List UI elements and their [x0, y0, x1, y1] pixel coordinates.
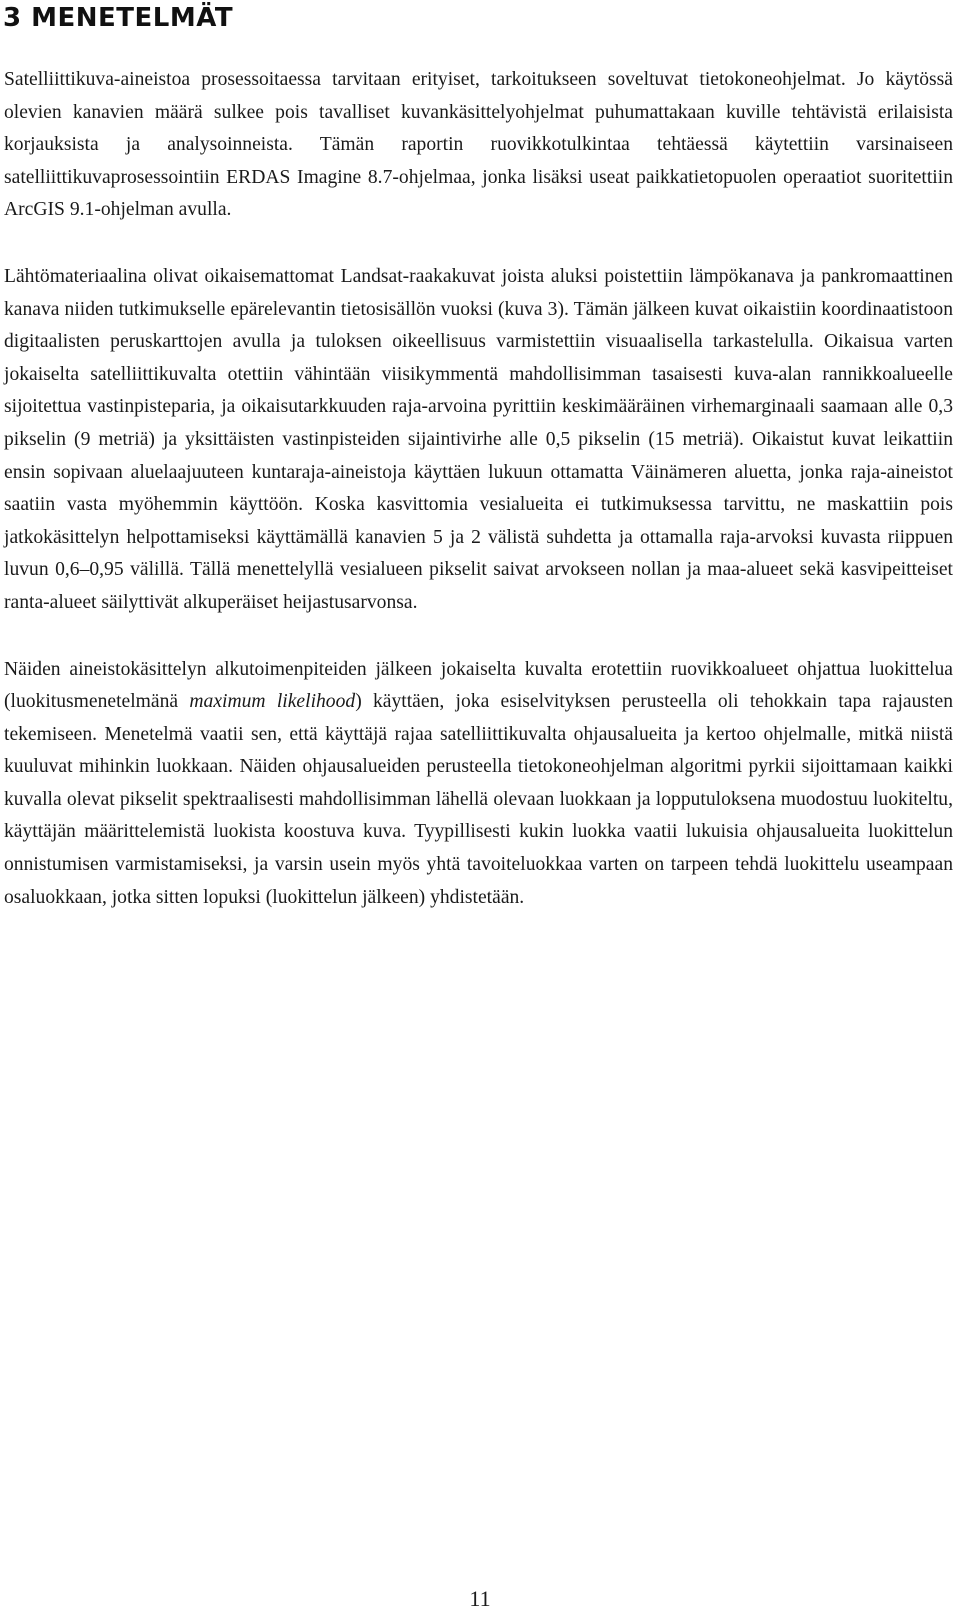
paragraph-classification-start: Näiden aineistokäsittelyn alkutoimenpiteiden jälkeen jokaiselta kuvalta erotettiin ruovikkoalueet ohjattua luokittelua (luokitusmenetelmänä	[4, 658, 953, 713]
paragraph-preprocessing: Lähtömateriaalina olivat oikaisemattomat Landsat-raakakuvat joista aluksi poistettiin lämpökanava ja pankromaattinen kanava niiden tutkimukselle epärelevantin tietosisällön vuoksi (kuva 3). Tämän jälkeen kuvat oikaistiin koordinaatistoon digitaalisten peruskarttojen avulla ja tuloksen oikeellisuus varmistettiin visuaalisella tarkastelulla. Oikaisua varten jokaiselta satelliittikuvalta otettiin vähintään viisikymmentä mahdollisimman tasaisesti kuva-alan rannikkoalueelle sijoitettua vastinpisteparia, ja oikaisutarkkuuden raja-arvoina pyrittiin keskimääräinen virhemarginaali saamaan alle 0,3 pikselin (9 metriä) ja yksittäisten vastinpisteiden sijaintivirhe alle 0,5 pikselin (15 metriä). Oikaistut kuvat leikattiin ensin sopivaan aluelaajuuteen kuntaraja-aineistoja käyttäen lukuun ottamatta Väinämeren aluetta, jonka raja-aineistot saatiin vasta myöhemmin käyttöön. Koska kasvittomia vesialueita ei tutkimuksessa tarvittu, ne maskattiin pois jatkokäsittelyn helpottamiseksi käyttämällä kanavien 5 ja 2 välistä suhdetta ja ottamalla raja-arvoksi kuvasta riippuen luvun 0,6–0,95 välillä. Tällä menettelyllä vesialueen pikselit saivat arvokseen nollan ja maa-alueet sekä kasvipeitteiset ranta-alueet säilyttivät alkuperäiset heijastusarvonsa.	[4, 265, 953, 613]
section-heading: 3 MENETELMÄT	[3, 3, 234, 33]
method-name-italic: maximum likelihood	[189, 691, 356, 713]
paragraph-classification-end: ) käyttäen, joka esiselvityksen perusteella oli tehokkain tapa rajausten tekemiseen. Menetelmä vaatii sen, että käyttäjä rajaa satelliittikuvalta ohjausalueita ja kertoo ohjelmalle, mitkä niistä kuuluvat mihinkin luokkaan. Näiden ohjausalueiden perusteella tietokoneohjelman algoritmi pyrkii sijoittamaan kaikki kuvalla olevat pikselit spektraalisesti mahdollisimman lähellä olevaan luokkaan ja lopputuloksena muodostuu luokiteltu, käyttäjän määrittelemistä luokista koostuva kuva. Tyypillisesti kukin luokka vaatii lukuisia ohjausalueita luokittelun onnistumisen varmistamiseksi, ja varsin usein myös yhtä tavoiteluokkaa varten on tarpeen tehdä luokittelu useampaan osaluokkaan, jotka sitten lopuksi (luokittelun jälkeen) yhdistetään.	[4, 691, 953, 908]
body-text	[4, 64, 953, 914]
paragraph-classification	[4, 654, 953, 915]
paragraph-software: Satelliittikuva-aineistoa prosessoitaessa tarvitaan erityiset, tarkoitukseen soveltuvat tietokoneohjelmat. Jo käytössä olevien kanavien määrä sulkee pois tavalliset kuvankäsittelyohjelmat puhumattakaan kuville tehtävistä erilaisista korjauksista ja analysoinneista. Tämän raportin ruovikkotulkintaa tehtäessä käytettiin varsinaiseen satelliittikuvaprosessointiin ERDAS Imagine 8.7-ohjelmaa, jonka lisäksi useat paikkatietopuolen operaatiot suoritettiin ArcGIS 9.1-ohjelman avulla.	[4, 69, 953, 221]
page-number: 11	[469, 1586, 491, 1611]
